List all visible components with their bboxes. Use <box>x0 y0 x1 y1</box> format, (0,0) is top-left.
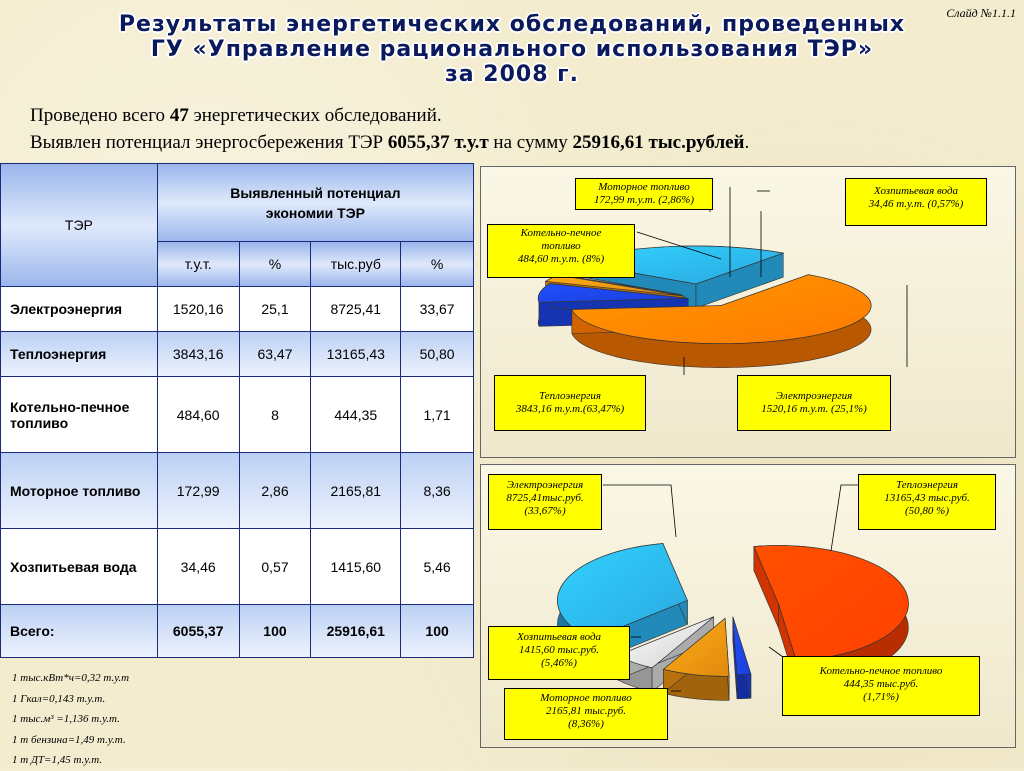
label-motor-rub <box>504 688 668 740</box>
label-line: 34,46 т.у.т. (0,57%) <box>868 198 964 210</box>
label-line: 172,99 т.у.т. (2,86%) <box>593 194 695 206</box>
subheader-tut: т.у.т. <box>157 242 239 287</box>
cell: 172,99 <box>157 453 239 529</box>
row-name: Хозпитьевая вода <box>1 529 158 605</box>
cell: 8 <box>239 377 311 453</box>
audit-count: 47 <box>169 105 189 126</box>
cell: 1415,60 <box>311 529 401 605</box>
label-heat-rub <box>858 474 996 530</box>
label-line: Теплоэнергия <box>539 390 601 402</box>
intro-text <box>30 102 749 156</box>
label-line: Котельно-печное <box>520 227 602 239</box>
label-line: Хозпитьевая вода <box>873 185 959 197</box>
intro-text-part: энергетических обследований. <box>188 105 442 126</box>
table-header-row <box>1 164 474 242</box>
title-line-3: за 2008 г. <box>444 62 580 87</box>
label-line: 1415,60 тыс.руб. <box>518 644 600 656</box>
cell: 2165,81 <box>311 453 401 529</box>
label-line: 8725,41тыс.руб. <box>506 492 584 504</box>
note: 1 т бензина=1,49 т.у.т. <box>12 733 126 746</box>
note: 1 тыс.кВт*ч=0,32 т.у.т <box>12 672 130 684</box>
leader-line <box>603 485 676 537</box>
label-line: 484,60 т.у.т. (8%) <box>517 253 605 265</box>
cell: 100 <box>239 605 311 658</box>
conversion-notes <box>12 668 129 771</box>
label-line: (33,67%) <box>524 505 566 517</box>
table-row <box>1 287 474 332</box>
cell: 0,57 <box>239 529 311 605</box>
label-water-rub <box>488 626 630 680</box>
label-line: 1520,16 т.у.т. (25,1%) <box>761 403 867 415</box>
intro-line-2 <box>30 129 749 156</box>
label-line: Электроэнергия <box>506 479 584 491</box>
slide-number: Слайд №1.1.1 <box>946 6 1016 20</box>
label-line: (50,80 %) <box>905 505 949 517</box>
label-elec-rub <box>488 474 602 530</box>
cell: 1520,16 <box>157 287 239 332</box>
label-boiler-tut <box>487 224 635 278</box>
label-line: (1,71%) <box>863 691 899 703</box>
label-line: Котельно-печное топливо <box>819 665 943 677</box>
table-row <box>1 377 474 453</box>
sum-total: 25916,61 тыс.рублей <box>572 132 745 153</box>
cell: 13165,43 <box>311 332 401 377</box>
label-line: 13165,43 тыс.руб. <box>884 492 970 504</box>
cell: 5,46 <box>401 529 474 605</box>
label-line: 444,35 тыс.руб. <box>843 678 919 690</box>
subheader-percent: % <box>401 242 474 287</box>
potential-total: 6055,37 т.у.т <box>387 132 489 153</box>
table-row <box>1 332 474 377</box>
label-heat-tut <box>494 375 646 431</box>
cell: 6055,37 <box>157 605 239 658</box>
table-total-row <box>1 605 474 658</box>
label-line: Моторное топливо <box>540 692 632 704</box>
header-ter: ТЭР <box>1 164 158 287</box>
label-motor-tut <box>575 178 713 210</box>
cell: 25,1 <box>239 287 311 332</box>
note: 1 тыс.м³ =1,136 т.у.т. <box>12 713 120 725</box>
intro-text-part: Проведено всего <box>30 105 170 126</box>
cell: 8,36 <box>401 453 474 529</box>
table-row <box>1 529 474 605</box>
table-row <box>1 453 474 529</box>
cell: 1,71 <box>401 377 474 453</box>
label-line: Теплоэнергия <box>896 479 958 491</box>
cell: 33,67 <box>401 287 474 332</box>
label-line: 3843,16 т.у.т.(63,47%) <box>515 403 625 415</box>
cell: 444,35 <box>311 377 401 453</box>
intro-text-part: Выявлен потенциал энергосбережения ТЭР <box>30 132 388 153</box>
intro-text-part: . <box>744 132 750 153</box>
page-title <box>0 12 1024 87</box>
cell: 50,80 <box>401 332 474 377</box>
cell: 63,47 <box>239 332 311 377</box>
row-name: Котельно-печное топливо <box>1 377 158 453</box>
label-boiler-rub <box>782 656 980 716</box>
cell: 2,86 <box>239 453 311 529</box>
intro-line-1 <box>30 102 749 129</box>
label-elec-tut <box>737 375 891 431</box>
label-water-tut <box>845 178 987 226</box>
cell: 25916,61 <box>311 605 401 658</box>
row-name: Моторное топливо <box>1 453 158 529</box>
label-line: Моторное топливо <box>598 181 690 193</box>
label-line: 2165,81 тыс.руб. <box>545 705 627 717</box>
label-line: Электроэнергия <box>775 390 853 402</box>
row-name: Всего: <box>1 605 158 658</box>
leader-line <box>769 647 783 657</box>
header-potential: Выявленный потенциал экономии ТЭР <box>157 164 473 242</box>
intro-text-part: на сумму <box>488 132 573 153</box>
cell: 3843,16 <box>157 332 239 377</box>
cell: 484,60 <box>157 377 239 453</box>
note: 1 т ДТ=1,45 т.у.т. <box>12 754 103 766</box>
row-name: Теплоэнергия <box>1 332 158 377</box>
cell: 100 <box>401 605 474 658</box>
title-line-1: Результаты энергетических обследований, проведенных <box>118 12 906 37</box>
label-line: Хозпитьевая вода <box>516 631 602 643</box>
label-line: (8,36%) <box>568 718 604 730</box>
ter-table <box>0 163 474 658</box>
note: 1 Гкал=0,143 т.у.т. <box>12 692 106 705</box>
leader-line <box>831 485 859 551</box>
label-line: (5,46%) <box>541 657 577 669</box>
subheader-percent: % <box>239 242 311 287</box>
label-line: топливо <box>541 240 581 252</box>
cell: 8725,41 <box>311 287 401 332</box>
subheader-rub: тыс.руб <box>311 242 401 287</box>
title-line-2: ГУ «Управление рационального использования ТЭР» <box>150 37 874 62</box>
row-name: Электроэнергия <box>1 287 158 332</box>
cell: 34,46 <box>157 529 239 605</box>
